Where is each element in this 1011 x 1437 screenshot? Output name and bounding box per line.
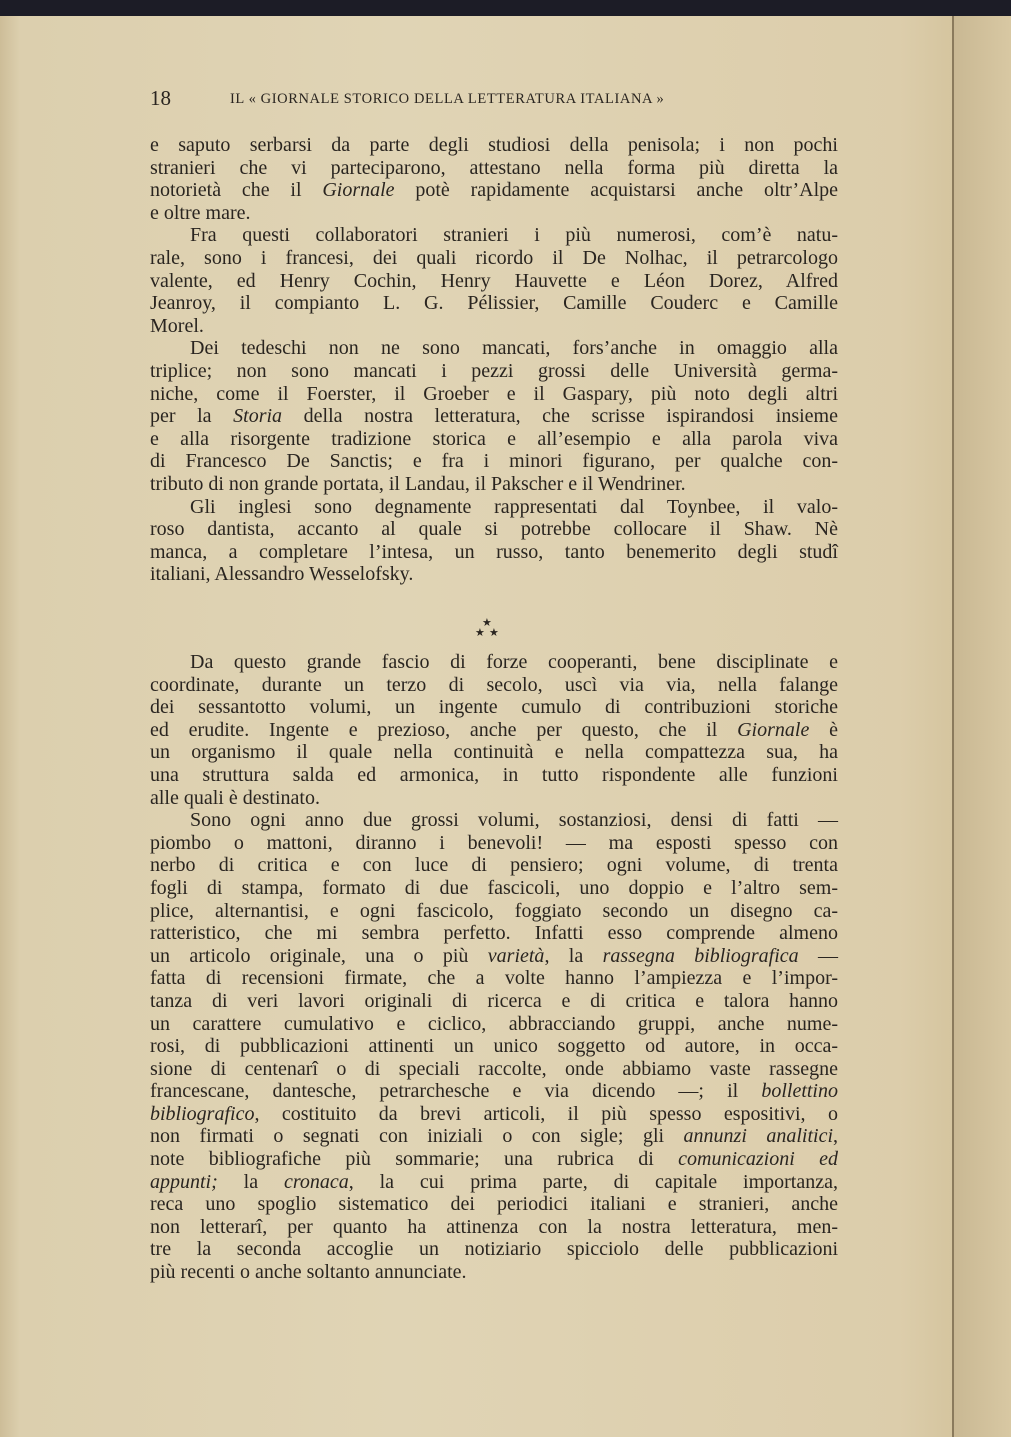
text-line bbox=[150, 945, 838, 968]
text-line bbox=[150, 1080, 838, 1103]
text-line bbox=[150, 315, 838, 338]
text-run: triplice; non sono mancati i pezzi grossi delle Università germa- bbox=[150, 359, 838, 382]
text-run: è bbox=[809, 718, 838, 741]
text-run: Gli inglesi sono degnamente rappresentati dal Toynbee, il valo- bbox=[190, 495, 838, 518]
text-line bbox=[150, 741, 838, 764]
text-run: reca uno spoglio sistematico dei periodici italiani e stranieri, anche bbox=[150, 1193, 838, 1216]
text-run: dei sessantotto volumi, un ingente cumulo di contribuzioni storiche bbox=[150, 696, 838, 719]
text-line bbox=[150, 270, 838, 293]
text-line bbox=[150, 832, 838, 855]
asterism-icon: ★ ★ ★ bbox=[475, 617, 499, 639]
running-title: IL « GIORNALE STORICO DELLA LETTERATURA ITALIANA » bbox=[230, 91, 665, 107]
text-run: di Francesco De Sanctis; e fra i minori figurano, per qualche con- bbox=[150, 450, 838, 473]
text-run: notorietà che il bbox=[150, 179, 323, 202]
text-line bbox=[150, 496, 838, 519]
italic-text: annunzi analitici bbox=[683, 1125, 834, 1148]
italic-text: Storia bbox=[233, 405, 283, 428]
text-line bbox=[150, 1261, 838, 1284]
text-line bbox=[150, 967, 838, 990]
text-run: plice, alternantisi, e ogni fascicolo, foggiato secondo un disegno ca- bbox=[150, 899, 838, 922]
text-run: nerbo di critica e con luce di pensiero; ogni volume, di trenta bbox=[150, 854, 838, 877]
text-run: manca, a completare l’intesa, un russo, tanto benemerito degli studî bbox=[150, 540, 838, 563]
text-line bbox=[150, 360, 838, 383]
text-run: valente, ed Henry Cochin, Henry Hauvette e Léon Dorez, Alfred bbox=[150, 269, 838, 292]
text-line bbox=[150, 809, 838, 832]
text-run: alle quali è destinato. bbox=[150, 786, 320, 809]
text-line bbox=[150, 202, 838, 225]
text-line bbox=[150, 541, 838, 564]
text-run: tributo di non grande portata, il Landau, il Pakscher e il Wendriner. bbox=[150, 472, 686, 495]
text-run: la bbox=[217, 1170, 284, 1193]
text-block-1 bbox=[150, 134, 838, 586]
text-run: note bibliografiche più sommarie; una rubrica di bbox=[150, 1148, 679, 1171]
italic-text: bollettino bbox=[761, 1080, 838, 1103]
text-run: per la bbox=[150, 405, 234, 428]
text-line bbox=[150, 292, 838, 315]
text-line bbox=[150, 383, 838, 406]
italic-text: comunicazioni ed bbox=[678, 1148, 839, 1171]
text-line bbox=[150, 1013, 838, 1036]
text-run: della nostra letteratura, che scrisse ispirandosi insieme bbox=[282, 405, 838, 428]
text-run: italiani, Alessandro Wesselofsky. bbox=[150, 563, 414, 586]
text-line bbox=[150, 696, 838, 719]
text-line bbox=[150, 1216, 838, 1239]
text-line bbox=[150, 179, 838, 202]
text-line bbox=[150, 1058, 838, 1081]
text-run: niche, come il Foerster, il Groeber e il Gaspary, più noto degli altri bbox=[150, 382, 838, 405]
text-run: Da questo grande fascio di forze cooperanti, bene disciplinate e bbox=[190, 651, 838, 673]
text-run: sione di centenarî o di speciali raccolte, onde abbiamo vaste rassegne bbox=[150, 1057, 838, 1080]
italic-text: rassegna bibliografica bbox=[602, 944, 799, 967]
italic-text: Giornale bbox=[737, 718, 810, 741]
text-run: un organismo il quale nella continuità e nella compattezza sua, ha bbox=[150, 741, 838, 764]
text-line bbox=[150, 450, 838, 473]
text-run: potè rapidamente acquistarsi anche oltr’Alpe bbox=[394, 179, 839, 202]
scan-background-band bbox=[0, 0, 1011, 16]
text-run: rosi, di pubblicazioni attinenti un unico soggetto od autore, in occa- bbox=[150, 1035, 838, 1058]
text-run: fogli di stampa, formato di due fascicoli, uno doppio e l’altro sem- bbox=[150, 876, 838, 899]
text-run: e oltre mare. bbox=[150, 201, 251, 224]
text-run: rale, sono i francesi, dei quali ricordo il De Nolhac, il petrarcologo bbox=[150, 246, 838, 269]
italic-text: bibliografico bbox=[150, 1102, 255, 1125]
text-run: e saputo serbarsi da parte degli studiosi della penisola; i non pochi bbox=[150, 134, 838, 156]
text-run: e alla risorgente tradizione storica e all’esempio e alla parola viva bbox=[150, 427, 838, 450]
text-line bbox=[150, 1148, 838, 1171]
page-number: 18 bbox=[150, 86, 171, 110]
text-line bbox=[150, 1193, 838, 1216]
text-line bbox=[150, 1238, 838, 1261]
text-run: ed erudite. Ingente e prezioso, anche per questo, che il bbox=[150, 718, 738, 741]
text-line bbox=[150, 854, 838, 877]
text-line bbox=[150, 719, 838, 742]
text-run: , la bbox=[544, 944, 603, 967]
text-line bbox=[150, 157, 838, 180]
italic-text: Giornale bbox=[322, 179, 395, 202]
text-line bbox=[150, 1125, 838, 1148]
text-run: , la cui prima parte, di capitale importanza, bbox=[348, 1170, 838, 1193]
text-line bbox=[150, 764, 838, 787]
running-header bbox=[150, 86, 850, 110]
text-line bbox=[150, 518, 838, 541]
text-run: non letterarî, per quanto ha attinenza con la nostra letteratura, men- bbox=[150, 1215, 838, 1238]
italic-text: varietà bbox=[487, 944, 545, 967]
text-run: roso dantista, accanto al quale si potrebbe collocare il Shaw. Nè bbox=[150, 518, 838, 541]
text-run: un articolo originale, una o più bbox=[150, 944, 488, 967]
text-run: non firmati o segnati con iniziali o con sigle; gli bbox=[150, 1125, 684, 1148]
text-run: più recenti o anche soltanto annunciate. bbox=[150, 1261, 467, 1284]
text-run: , costituito da brevi articoli, il più spesso espositivi, o bbox=[254, 1102, 838, 1125]
text-run: tanza di veri lavori originali di ricerca e di critica e talora hanno bbox=[150, 989, 838, 1012]
text-run: Jeanroy, il compianto L. G. Pélissier, Camille Couderc e Camille bbox=[150, 292, 838, 315]
text-run: piombo o mattoni, diranno i benevoli! — ma esposti spesso con bbox=[150, 831, 838, 854]
text-line bbox=[150, 922, 838, 945]
text-line bbox=[150, 990, 838, 1013]
text-line bbox=[150, 674, 838, 697]
text-run: Fra questi collaboratori stranieri i più numerosi, com’è natu- bbox=[190, 224, 838, 247]
text-run: una struttura salda ed armonica, in tutto rispondente alle funzioni bbox=[150, 763, 838, 786]
text-run: fatta di recensioni firmate, che a volte hanno l’ampiezza e l’impor- bbox=[150, 967, 838, 990]
text-line bbox=[150, 787, 838, 810]
text-line bbox=[150, 877, 838, 900]
text-run: coordinate, durante un terzo di secolo, uscì via via, nella falange bbox=[150, 673, 838, 696]
text-run: — bbox=[798, 944, 839, 967]
text-line bbox=[150, 247, 838, 270]
text-run: Dei tedeschi non ne sono mancati, fors’anche in omaggio alla bbox=[190, 337, 838, 360]
text-line bbox=[150, 651, 838, 674]
text-line bbox=[150, 134, 838, 157]
text-block-2 bbox=[150, 651, 838, 1284]
text-run: un carattere cumulativo e ciclico, abbracciando gruppi, anche nume- bbox=[150, 1012, 838, 1035]
text-line bbox=[150, 337, 838, 360]
text-run: , bbox=[833, 1125, 839, 1148]
text-line bbox=[150, 473, 838, 496]
text-line bbox=[150, 224, 838, 247]
text-run: Morel. bbox=[150, 314, 204, 337]
adjacent-page-edge bbox=[954, 16, 1011, 1437]
text-line bbox=[150, 1103, 838, 1126]
text-run: stranieri che vi parteciparono, attestano nella forma più diretta la bbox=[150, 156, 838, 179]
text-run: tre la seconda accoglie un notiziario spicciolo delle pubblicazioni bbox=[150, 1238, 838, 1261]
text-run: ratteristico, che mi sembra perfetto. Infatti esso comprende almeno bbox=[150, 922, 838, 945]
text-line bbox=[150, 563, 838, 586]
italic-text: appunti; bbox=[150, 1170, 218, 1193]
text-line bbox=[150, 405, 838, 428]
text-run: Sono ogni anno due grossi volumi, sostanziosi, densi di fatti — bbox=[190, 809, 838, 832]
text-line bbox=[150, 1171, 838, 1194]
text-run: francescane, dantesche, petrarchesche e via dicendo —; il bbox=[150, 1080, 762, 1103]
italic-text: cronaca bbox=[283, 1170, 349, 1193]
text-line bbox=[150, 900, 838, 923]
text-line bbox=[150, 428, 838, 451]
text-line bbox=[150, 1035, 838, 1058]
